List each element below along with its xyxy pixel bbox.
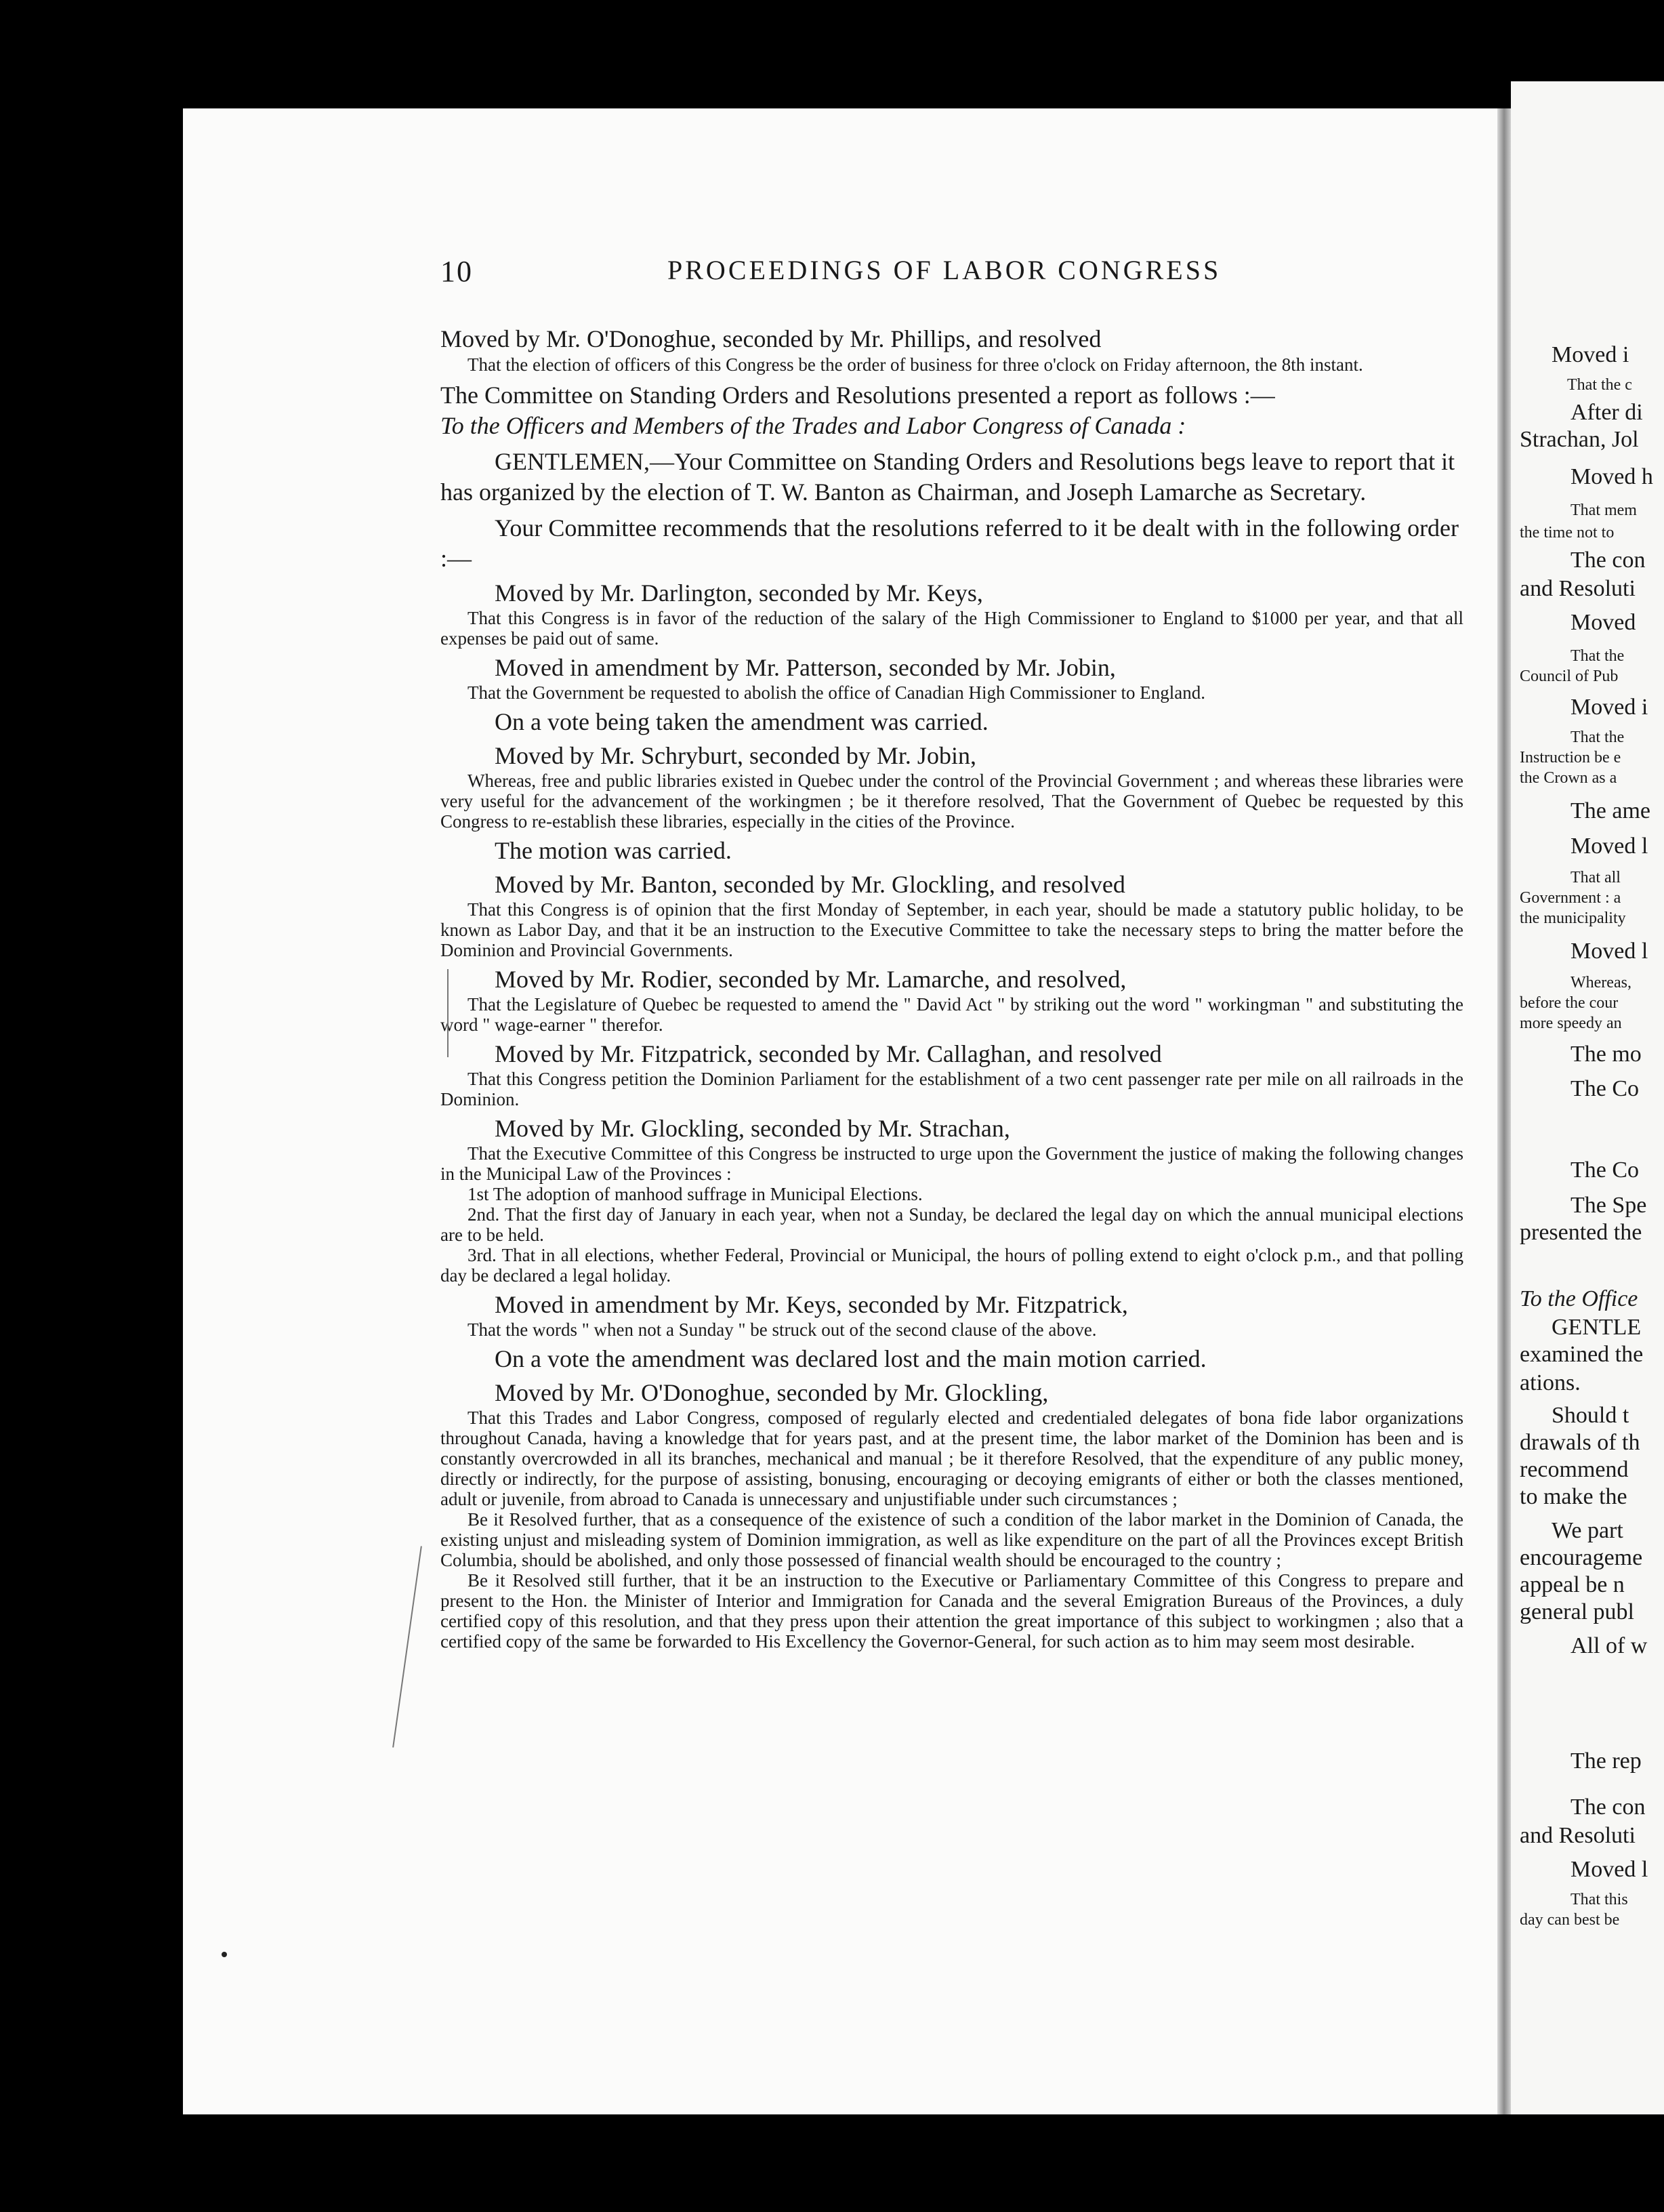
right-page-fragment: That this	[1571, 1891, 1628, 1908]
resolution-text: That the words " when not a Sunday " be struck out of the second clause of the above.	[467, 1319, 1097, 1340]
right-page-fragment: We part	[1552, 1518, 1623, 1543]
right-page-fragment: to make the	[1520, 1484, 1627, 1509]
right-page-fragment: To the Office	[1520, 1286, 1638, 1311]
right-page-fragment: Moved l	[1571, 834, 1648, 859]
motion-line: Moved in amendment by Mr. Keys, seconded by Mr. Fitzpatrick,	[495, 1291, 1128, 1318]
right-page-fragment: The rep	[1571, 1748, 1642, 1774]
right-page-fragment: The con	[1571, 1795, 1646, 1820]
motion-line: Moved by Mr. Glockling, seconded by Mr. Strachan,	[495, 1115, 1010, 1142]
speck	[222, 1952, 227, 1957]
resolution-text: That the Government be requested to abolish the office of Canadian High Commissioner to England.	[467, 682, 1205, 703]
motion-line: On a vote being taken the amendment was carried.	[495, 708, 989, 735]
margin-mark	[447, 969, 449, 1057]
right-page-fragment: The Co	[1571, 1076, 1640, 1101]
motion-line: Moved by Mr. Fitzpatrick, seconded by Mr. Callaghan, and resolved	[495, 1040, 1162, 1067]
resolution-text: 3rd. That in all elections, whether Federal, Provincial or Municipal, the hours of polling extend to eight o'clock p.m., and that polling day be declared a legal holiday.	[440, 1245, 1463, 1286]
right-page-fragment: the municipality	[1520, 909, 1626, 927]
motion-line: Moved by Mr. O'Donoghue, seconded by Mr. Glockling,	[495, 1379, 1049, 1406]
right-page-fragment: All of w	[1571, 1633, 1648, 1658]
right-page-fragment: The con	[1571, 548, 1646, 573]
resolution-text: That this Trades and Labor Congress, composed of regularly elected and credentialed delegates of bona fide labor organizations throughout Canada, having a knowledge that for years past, and at the present time, the labor market of the Dominion has been and is constantly overcrowded in all its branches, mechanical and manual ; be it therefore Resolved, that the expenditure of any public money, directly or indirectly, for the purpose of assisting, bonusing, encouraging or decoying emigrants of either or both the classes mentioned, adult or juvenile, from abroad to Canada is unnecessary and unjustifiable under such circumstances ;	[440, 1408, 1463, 1509]
resolution-text: 1st The adoption of manhood suffrage in Municipal Elections.	[467, 1184, 923, 1204]
right-page-fragment: examined the	[1520, 1342, 1644, 1367]
right-page-fragment: Moved l	[1571, 939, 1648, 964]
motion-line: The Committee on Standing Orders and Resolutions presented a report as follows :—	[440, 382, 1275, 409]
right-page-fragment: drawals of th	[1520, 1430, 1640, 1455]
motion-line: Moved by Mr. O'Donoghue, seconded by Mr. Phillips, and resolved	[440, 325, 1102, 352]
motion-line: Moved by Mr. Banton, seconded by Mr. Glockling, and resolved	[495, 871, 1125, 898]
motion-line: The motion was carried.	[495, 837, 732, 864]
right-page-fragment: Should t	[1552, 1403, 1629, 1428]
right-page-fragment: Instruction be e	[1520, 749, 1621, 766]
right-page-fragment: and Resoluti	[1520, 576, 1636, 601]
right-page-fragment: general publ	[1520, 1599, 1634, 1624]
right-page-fragment: That the	[1571, 647, 1625, 665]
resolution-text: That this Congress is of opinion that the first Monday of September, in each year, should be made a statutory public holiday, to be known as Labor Day, and that it be an instruction to the Executive Committee to take the necessary steps to bring the matter before the Dominion and Provincial Governments.	[440, 899, 1463, 960]
resolution-text: That the Executive Committee of this Congress be instructed to urge upon the Government the justice of making the following changes in the Municipal Law of the Provinces :	[440, 1143, 1463, 1184]
right-page-fragment: the time not to	[1520, 524, 1615, 541]
motion-line: GENTLEMEN,—Your Committee on Standing Orders and Resolutions begs leave to report that it has organized by the election of T. W. Banton as Chairman, and Joseph Lamarche as Secretary.	[440, 448, 1455, 506]
resolution-text: Be it Resolved further, that as a consequence of the existence of such a condition of the labor market in the Dominion of Canada, the existing unjust and misleading system of Dominion immigration, as well as like expenditure on the part of all the Provinces except British Columbia, should be abolished, and only those possessed of financial wealth should be encouraged to the country ;	[440, 1509, 1463, 1570]
right-page-fragment: Moved i	[1552, 342, 1629, 367]
right-page-fragment: Moved h	[1571, 464, 1653, 489]
resolution-text: That the Legislature of Quebec be requested to amend the " David Act " by striking out the word " workingman " and substituting the word " wage-earner " therefor.	[440, 994, 1463, 1035]
right-page-fragment: the Crown as a	[1520, 769, 1617, 787]
right-page-fragment: Moved i	[1571, 695, 1648, 720]
motion-line: Your Committee recommends that the resolutions referred to it be dealt with in the following order :—	[440, 514, 1459, 572]
motion-line: To the Officers and Members of the Trades and Labor Congress of Canada :	[440, 412, 1186, 439]
right-page-fragment: The mo	[1571, 1042, 1642, 1067]
resolution-text: That this Congress is in favor of the reduction of the salary of the High Commissioner to England to $1000 per year, and that all expenses be paid out of same.	[440, 608, 1463, 649]
right-page-fragment: Moved l	[1571, 1857, 1648, 1882]
resolution-text: Be it Resolved still further, that it be an instruction to the Executive or Parliamentary Committee of this Congress to prepare and present to the Hon. the Minister of Interior and Immigration for Canada and the several Emigration Bureaus of the Provinces, a duly certified copy of this resolution, and that they press upon their attention the great importance of this subject to workingmen ; also that a certified copy of the same be forwarded to His Excellency the Governor-General, for such action as to him may seem most desirable.	[440, 1570, 1463, 1652]
motion-line: On a vote the amendment was declared lost and the main motion carried.	[495, 1345, 1207, 1372]
running-title: PROCEEDINGS OF LABOR CONGRESS	[667, 255, 1222, 285]
right-page-fragment: Council of Pub	[1520, 668, 1619, 685]
right-page-fragment: Whereas,	[1571, 974, 1631, 991]
resolution-text: That this Congress petition the Dominion Parliament for the establishment of a two cent passenger rate per mile on all railroads in the Dominion.	[440, 1069, 1463, 1109]
right-page-fragment: encourageme	[1520, 1545, 1643, 1570]
right-page-fragment: ations.	[1520, 1370, 1581, 1395]
right-page-fragment: GENTLE	[1552, 1315, 1642, 1340]
book-spine	[1497, 108, 1511, 2114]
resolution-text: That the election of officers of this Congress be the order of business for three o'clock on Friday afternoon, the 8th instant.	[467, 354, 1363, 375]
right-page-fragment: The ame	[1571, 798, 1650, 823]
right-page-fragment: Government : a	[1520, 889, 1621, 907]
right-page-fragment: before the cour	[1520, 994, 1619, 1012]
right-page-fragment: That mem	[1571, 501, 1637, 519]
right-page-fragment: After di	[1571, 400, 1643, 425]
motion-line: Moved in amendment by Mr. Patterson, seconded by Mr. Jobin,	[495, 654, 1116, 681]
right-page-fragment: Moved	[1571, 610, 1636, 635]
resolution-text: 2nd. That the first day of January in each year, when not a Sunday, be declared the legal day on which the annual municipal elections are to be held.	[440, 1204, 1463, 1245]
right-page-fragment: That the	[1571, 729, 1625, 746]
right-page-fragment: Strachan, Jol	[1520, 427, 1639, 452]
motion-line: Moved by Mr. Darlington, seconded by Mr. Keys,	[495, 579, 983, 607]
right-page-fragment: That the c	[1567, 376, 1632, 394]
right-page-fragment: more speedy an	[1520, 1015, 1622, 1032]
page-number: 10	[440, 255, 473, 288]
right-page-fragment: The Spe	[1571, 1193, 1647, 1218]
right-page-fragment: That all	[1571, 869, 1621, 886]
right-page-fragment: day can best be	[1520, 1911, 1620, 1929]
resolution-text: Whereas, free and public libraries existed in Quebec under the control of the Provincial Government ; and whereas these libraries were very useful for the advancement of the workingmen ; be it therefore resolved, That the Government of Quebec be requested by this Congress to re-establish these libraries, especially in the cities of the Province.	[440, 771, 1463, 832]
right-page-fragment: presented the	[1520, 1220, 1642, 1245]
right-page-fragment: The Co	[1571, 1158, 1640, 1183]
motion-line: Moved by Mr. Schryburt, seconded by Mr. Jobin,	[495, 742, 976, 769]
page-body	[440, 319, 1463, 1652]
right-page-fragment: and Resoluti	[1520, 1823, 1636, 1848]
right-page-fragment: recommend	[1520, 1457, 1629, 1482]
right-page-fragment: appeal be n	[1520, 1572, 1625, 1597]
motion-line: Moved by Mr. Rodier, seconded by Mr. Lamarche, and resolved,	[495, 966, 1127, 993]
